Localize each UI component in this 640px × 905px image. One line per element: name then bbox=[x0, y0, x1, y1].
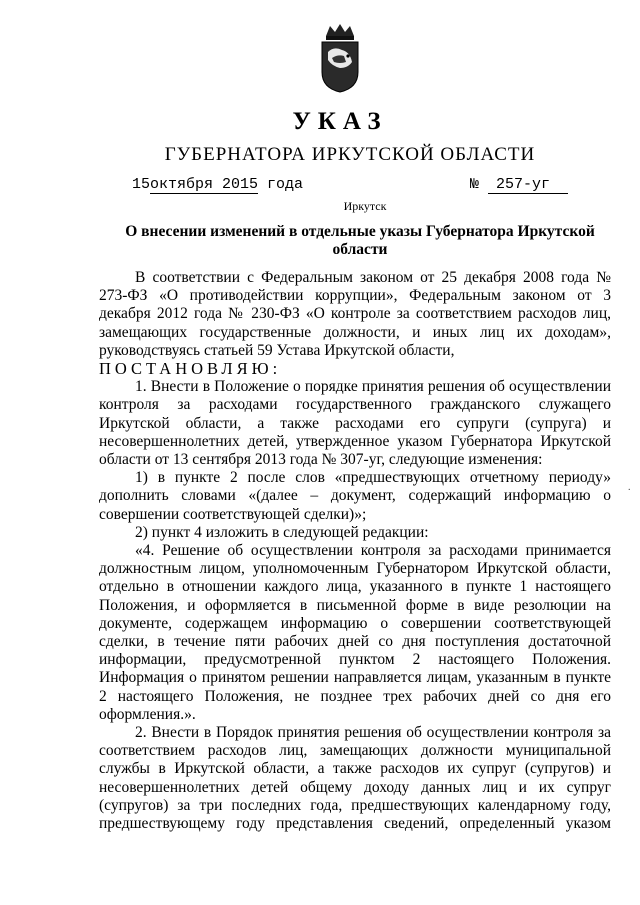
paragraph-item-2: 2. Внести в Порядок принятия решения об осуществлении контроля за соответствием расходов лиц, замещающих должности муниципальной службы в Иркутской области, а также расходов их супруг (супругов) и несовершеннолетних детей общему доходу данных лиц и их супруг (супругов) за три последних года, предшествующих календарному году, предшествующему году представления сведений, определенный указом bbox=[99, 724, 611, 833]
paragraph-preamble: В соответствии с Федеральным законом от 25 декабря 2008 года № 273-ФЗ «О противодействии коррупции», Федеральным законом от 3 декабря 2012 года № 230-ФЗ «О контроле за соответствием расходов лиц, замещающих государственные должности, и иных лиц их доходам», руководствуясь статьей 59 Устава Иркутской области, bbox=[99, 269, 611, 359]
document-title: УКАЗ bbox=[292, 108, 388, 135]
city: Иркутск bbox=[343, 199, 387, 213]
paragraph-item-1: 1. Внести в Положение о порядке принятия решения об осуществлении контроля за расходами государственного гражданского служащего Иркутской области, а также расходами его супруги (супруга) и несовершеннолетних детей, утвержденное указом Губернатора Иркутской области от 13 сентября 2013 года № 307-уг, следующие изменения: bbox=[99, 378, 611, 469]
scan-edge-mark: . bbox=[628, 482, 631, 493]
decree-date bbox=[132, 176, 303, 194]
date-suffix: года bbox=[258, 176, 304, 193]
decree-number bbox=[470, 176, 568, 194]
number-value: 257-уг bbox=[488, 176, 568, 194]
paragraph-subitem-2: 2) пункт 4 изложить в следующей редакции: bbox=[135, 523, 429, 541]
date-month-year: октября 2015 bbox=[150, 176, 259, 193]
paragraph-quoted-item-4: «4. Решение об осуществлении контроля за расходами принимается должностным лицом, уполномоченным Губернатором Иркутской области, отдельно в отношении каждого лица, указанного в пункте 1 настоящего Положения, и оформляется в письменной форме в виде резолюции на документе, содержащем информацию о совершении соответствующей сделки, в течение пяти рабочих дней со дня поступления достаточной информации, предусмотренной пунктом 2 настоящего Положения. Информация о принятом решении направляется лицам, указанным в пункте 2 настоящего Положения, не позднее трех рабочих дней со дня его оформления.». bbox=[99, 542, 611, 723]
document-subtitle: ГУБЕРНАТОРА ИРКУТСКОЙ ОБЛАСТИ bbox=[164, 144, 536, 165]
date-day: 15 bbox=[132, 176, 151, 193]
decree-heading: О внесении изменений в отдельные указы Губернатора Иркутской области bbox=[125, 223, 595, 258]
number-sign: № bbox=[470, 176, 480, 193]
coat-of-arms-icon bbox=[318, 22, 362, 94]
paragraph-resolve: ПОСТАНОВЛЯЮ: bbox=[99, 359, 282, 379]
paragraph-subitem-1: 1) в пункте 2 после слов «предшествующих отчетному периоду» дополнить словами «(далее – документ, содержащий информацию о совершении соответствующей сделки)»; bbox=[99, 469, 611, 523]
decree-body bbox=[99, 269, 611, 833]
